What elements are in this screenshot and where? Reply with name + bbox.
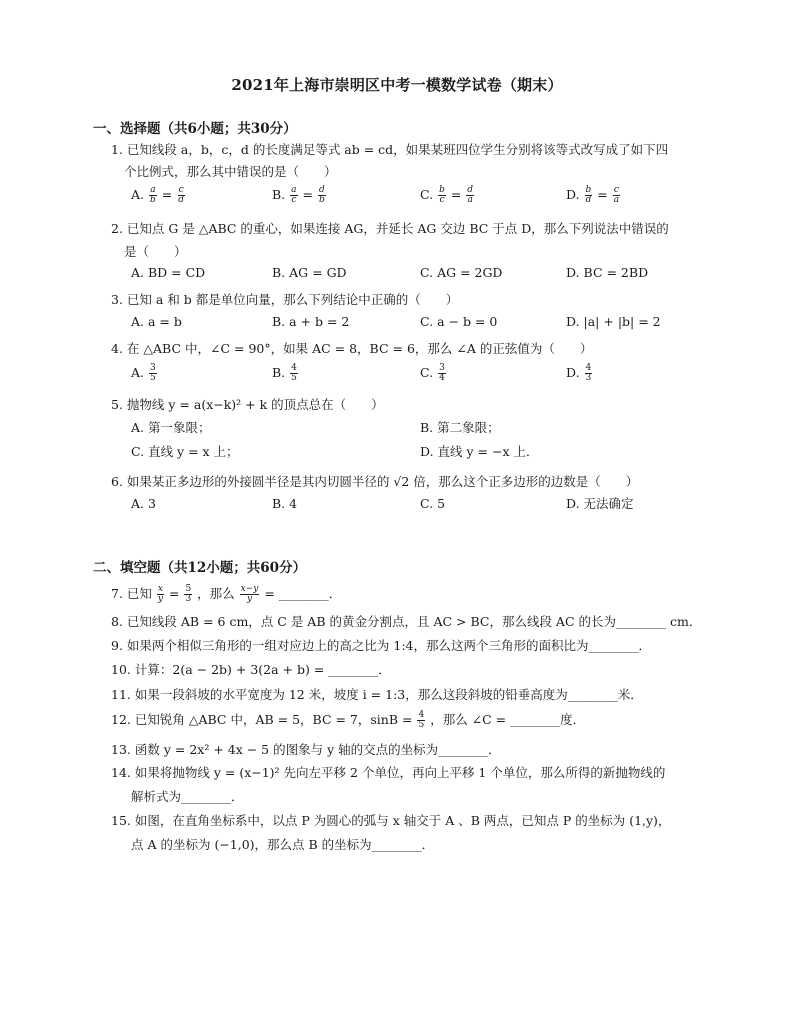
question-10 — [111, 661, 391, 679]
q6-option-a[interactable]: A. 3 — [131, 496, 156, 511]
q5-option-b[interactable]: B. 第二象限； — [420, 420, 500, 435]
question-11 — [111, 686, 643, 704]
q1-option-b[interactable]: B. $\frac{a}{c}$ = $\frac{d}{b}$ — [272, 185, 325, 205]
q4-option-c[interactable]: C. $\frac{3}{4}$ — [420, 363, 445, 383]
question-text: 已知线段 a，b，c，d 的长度满足等式 ab = cd，如果某班四位学生分别将该等式改写成了如下四 — [126, 142, 669, 157]
q5-option-d[interactable]: D. 直线 y = −x 上． — [420, 444, 539, 459]
q3-option-c[interactable]: C. a − b = 0 — [420, 314, 498, 329]
q6-option-c[interactable]: C. 5 — [420, 496, 446, 511]
question-text: 如果某正多边形的外接圆半径是其内切圆半径的 √2 倍，那么这个正多边形的边数是（ ） — [126, 474, 639, 489]
question-15-cont: 点 A 的坐标为 (−1,0)，那么点 B 的坐标为________． — [131, 837, 435, 852]
question-number: 5. — [111, 397, 123, 412]
question-text: 如果一段斜坡的水平宽度为 12 米，坡度 i = 1:3，那么这段斜坡的铅垂高度为________米． — [134, 687, 643, 702]
question-2-cont: 是（ ） — [124, 244, 187, 259]
question-text: 已知线段 AB = 6 cm，点 C 是 AB 的黄金分割点，且 AC > BC，那么线段 AC 的长为________ cm． — [126, 614, 702, 629]
question-3 — [111, 291, 458, 309]
question-1-cont: 个比例式，那么其中错误的是（ ） — [124, 164, 337, 179]
q1-option-c[interactable]: C. $\frac{b}{c}$ = $\frac{d}{a}$ — [420, 185, 474, 205]
question-1 — [111, 141, 668, 159]
question-number: 10. — [111, 662, 131, 677]
question-5 — [111, 396, 384, 414]
question-number: 7. — [111, 586, 123, 601]
q4-option-b[interactable]: B. $\frac{4}{5}$ — [272, 363, 297, 383]
question-number: 14. — [111, 765, 131, 780]
q2-option-c[interactable]: C. AG = 2GD — [420, 265, 503, 280]
question-number: 2. — [111, 221, 123, 236]
question-number: 8. — [111, 614, 123, 629]
question-number: 12. — [111, 712, 131, 727]
question-text: 如果两个相似三角形的一组对应边上的高之比为 1:4，那么这两个三角形的面积比为________． — [126, 638, 652, 653]
q3-option-a[interactable]: A. a = b — [131, 314, 182, 329]
question-number: 3. — [111, 292, 123, 307]
question-text: 如图，在直角坐标系中，以点 P 为圆心的弧与 x 轴交于 A 、B 两点，已知点 P 的坐标为 (1,y)， — [134, 813, 671, 828]
section-heading-fill: 二、填空题（共12小题；共60分） — [93, 560, 307, 576]
q4-option-d[interactable]: D. $\frac{4}{3}$ — [566, 363, 592, 383]
question-13 — [111, 741, 501, 759]
question-2 — [111, 220, 669, 238]
question-text: 在 △ABC 中，∠C = 90°，如果 AC = 8，BC = 6，那么 ∠A 的正弦值为（ ） — [126, 341, 593, 356]
question-number: 11. — [111, 687, 131, 702]
question-7: 7. 已知 $\frac{x}{y}$ = $\frac{5}{3}$ ，那么 $\frac{x-y}{y}$ = ________． — [111, 584, 342, 604]
question-8 — [111, 613, 701, 631]
q5-option-c[interactable]: C. 直线 y = x 上； — [131, 444, 239, 459]
question-number: 6. — [111, 474, 123, 489]
question-text: 计算：2(a − 2b) + 3(2a + b) = ________． — [134, 662, 391, 677]
q2-option-d[interactable]: D. BC = 2BD — [566, 265, 649, 280]
q5-option-a[interactable]: A. 第一象限； — [131, 420, 211, 435]
question-text: 函数 y = 2x² + 4x − 5 的图象与 y 轴的交点的坐标为________． — [134, 742, 501, 757]
question-4 — [111, 340, 592, 358]
question-9 — [111, 637, 651, 655]
question-15 — [111, 812, 670, 830]
q2-option-a[interactable]: A. BD = CD — [131, 265, 206, 280]
q3-option-d[interactable]: D. |a| + |b| = 2 — [566, 314, 661, 329]
section-heading-choice: 一、选择题（共6小题；共30分） — [93, 121, 297, 137]
q4-option-a[interactable]: A. $\frac{3}{5}$ — [131, 363, 156, 383]
question-text: 已知点 G 是 △ABC 的重心，如果连接 AG，并延长 AG 交边 BC 于点 D，那么下列说法中错误的 — [126, 221, 669, 236]
q1-option-d[interactable]: D. $\frac{b}{d}$ = $\frac{c}{a}$ — [566, 185, 620, 205]
q6-option-d[interactable]: D. 无法确定 — [566, 496, 634, 511]
question-text: 抛物线 y = a(x−k)² + k 的顶点总在（ ） — [126, 397, 384, 412]
question-number: 13. — [111, 742, 131, 757]
q3-option-b[interactable]: B. a + b = 2 — [272, 314, 350, 329]
question-text: 已知 a 和 b 都是单位向量，那么下列结论中正确的（ ） — [126, 292, 459, 307]
q1-option-a[interactable]: A. $\frac{a}{b}$ = $\frac{c}{d}$ — [131, 185, 184, 205]
question-number: 9. — [111, 638, 123, 653]
question-14 — [111, 764, 665, 782]
question-text: 如果将抛物线 y = (x−1)² 先向左平移 2 个单位，再向上平移 1 个单位，那么所得的新抛物线的 — [134, 765, 666, 780]
question-number: 4. — [111, 341, 123, 356]
question-12: 12. 已知锐角 △ABC 中，AB = 5，BC = 7，sinB = $\frac{4}{5}$ ，那么 ∠C = ________度． — [111, 710, 586, 730]
question-6 — [111, 473, 638, 491]
q2-option-b[interactable]: B. AG = GD — [272, 265, 347, 280]
q6-option-b[interactable]: B. 4 — [272, 496, 298, 511]
question-14-cont: 解析式为________． — [131, 789, 244, 804]
page-title: 2021年上海市崇明区中考一模数学试卷（期末） — [231, 76, 563, 94]
question-number: 1. — [111, 142, 123, 157]
question-number: 15. — [111, 813, 131, 828]
